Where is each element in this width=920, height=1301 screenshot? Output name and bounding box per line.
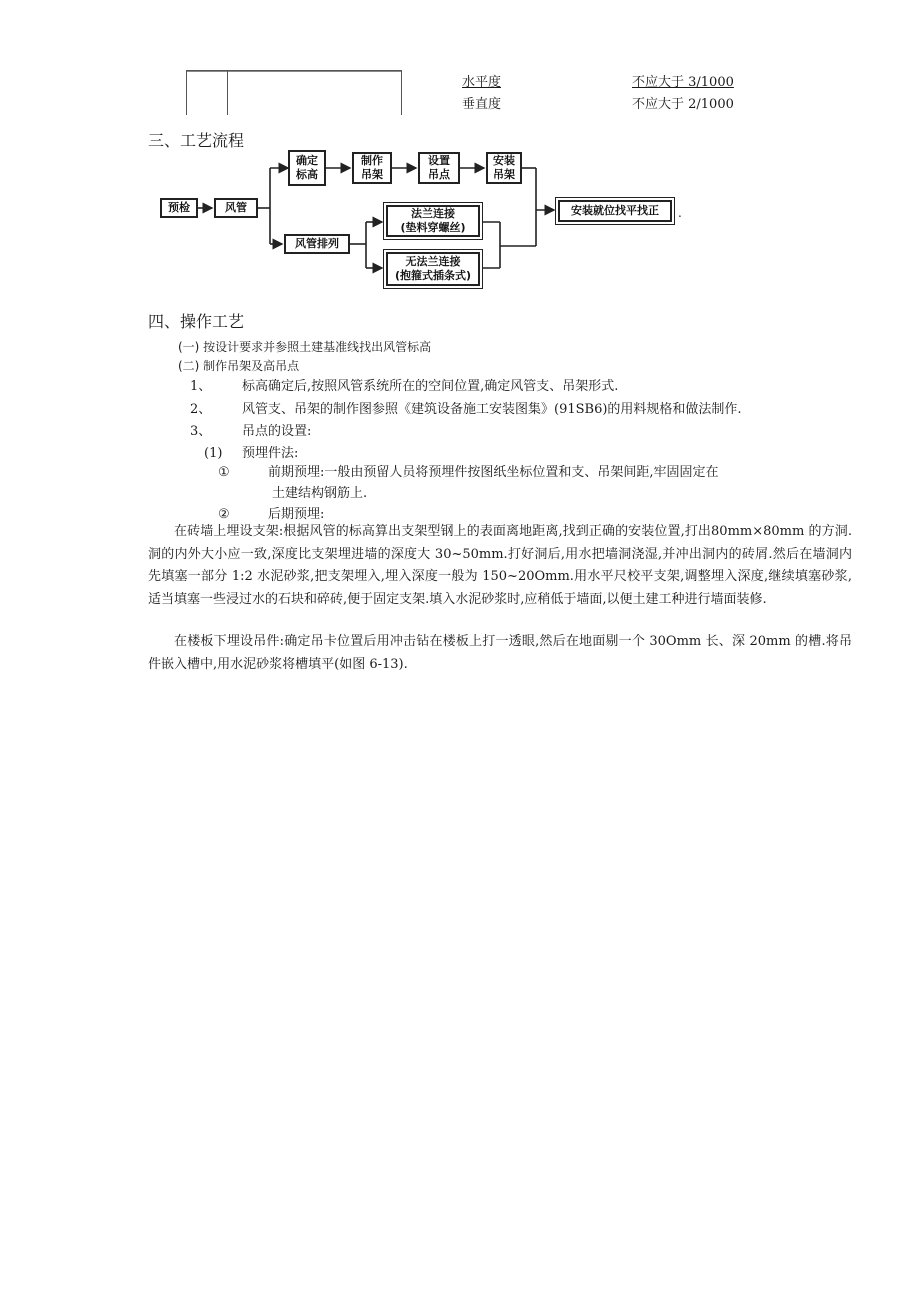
table-column-divider (227, 71, 228, 115)
subsection-2: (二) 制作吊架及高吊点 (178, 359, 300, 373)
flow-box-flange-connection: 法兰连接 (垫料穿螺丝) (386, 205, 480, 237)
tolerance-value-1: 不应大于 3/1000 (632, 75, 734, 90)
early-embed-text: 前期预埋:一般由预留人员将预埋件按图纸坐标位置和支、吊架间距,牢固固定在 (268, 465, 719, 480)
table-top-border (187, 71, 401, 72)
item-text-2: 风管支、吊架的制作图参照《建筑设备施工安装图集》(91SB6)的用料规格和做法制作. (242, 402, 742, 417)
paragraph-brick-wall: 在砖墙上埋设支架:根据风管的标高算出支架型钢上的表面离地距离,找到正确的安装位置,打出80mm×80mm 的方洞.洞的内外大小应一致,深度比支架埋进墙的深度大 30~50mm.打好洞后,用水把墙洞浇湿,并冲出洞内的砖屑.然后在墙洞内先填塞一部分 1:2 水泥砂浆,把支架埋入,埋入深度一般为 150~20Omm.用水平尺校平支架,调整埋入深度,继续填塞砂浆,适当填塞一些浸过水的石块和碎砖,便于固定支架.填入水泥砂浆时,应稍低于墙面,以便土建工种进行墙面装修. (148, 524, 852, 607)
subsection-1: (一) 按设计要求并参照土建基准线找出风管标高 (178, 340, 432, 354)
method-number: (1) (204, 446, 223, 461)
flow-trailing-mark: . (678, 206, 682, 220)
process-flow-chart (150, 148, 690, 296)
item-text-3: 吊点的设置: (242, 424, 312, 439)
tolerance-label-1: 水平度 (462, 75, 502, 90)
table-fragment (186, 70, 402, 115)
early-embed-text-continued: 土建结构钢筋上. (272, 486, 368, 501)
item-number-2: 2、 (190, 402, 212, 417)
flow-box-precheck: 预检 (160, 198, 198, 218)
item-text-1: 标高确定后,按照风管系统所在的空间位置,确定风管支、吊架形式. (242, 379, 619, 394)
item-number-3: 3、 (190, 424, 212, 439)
item-number-1: 1、 (190, 379, 212, 394)
flow-box-install-level: 安装就位找平找正 (558, 200, 672, 222)
late-embed-number: ② (218, 507, 230, 522)
flow-box-install-hanger: 安装 吊架 (486, 152, 522, 184)
flow-box-determine-elevation: 确定 标高 (288, 150, 326, 186)
section-title-operation: 四、操作工艺 (148, 312, 245, 331)
method-text: 预埋件法: (242, 446, 299, 461)
section-title-process-flow: 三、工艺流程 (148, 131, 245, 150)
late-embed-text: 后期预埋: (268, 507, 325, 522)
flow-box-no-flange-connection: 无法兰连接 (抱箍式插条式) (386, 252, 480, 286)
flow-box-duct-arrange: 风管排列 (284, 234, 350, 254)
paragraph-floor-slab: 在楼板下埋设吊件:确定吊卡位置后用冲击钻在楼板上打一透眼,然后在地面剔一个 30Omm 长、深 20mm 的槽.将吊件嵌入槽中,用水泥砂浆将槽填平(如图 6-13). (148, 634, 852, 672)
flow-box-set-hanging-point: 设置 吊点 (418, 152, 460, 184)
flow-box-make-hanger: 制作 吊架 (352, 152, 392, 184)
tolerance-label-2: 垂直度 (462, 97, 502, 112)
tolerance-item-1 (462, 74, 501, 92)
flow-box-duct: 风管 (214, 198, 258, 218)
tolerance-value-2: 不应大于 2/1000 (632, 97, 734, 112)
early-embed-number: ① (218, 465, 230, 480)
